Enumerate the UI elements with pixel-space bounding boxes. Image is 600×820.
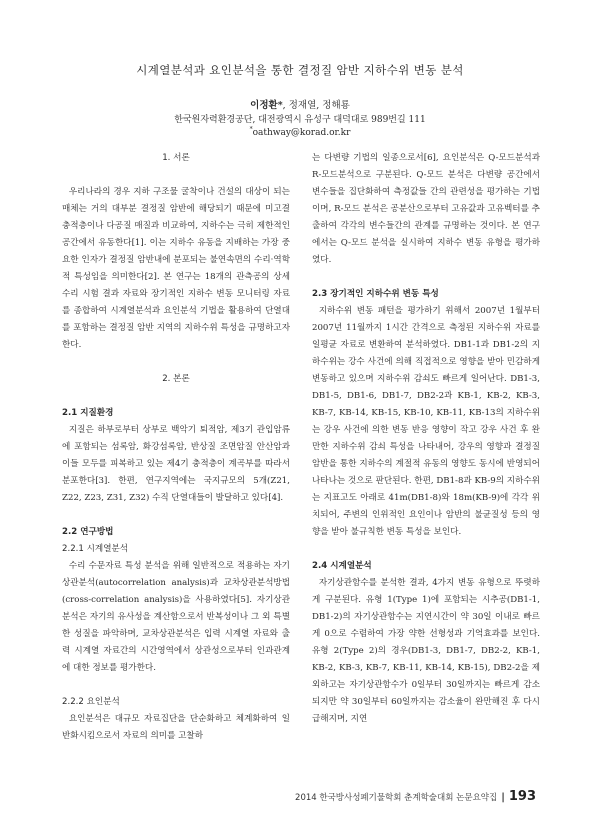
- subsubsection-heading-timeseries: 2.2.1 시계열분석: [62, 544, 129, 554]
- introduction-paragraph: 우리나라의 경우 지하 구조물 굴착이나 건설의 대상이 되는 매체는 거의 대부분 결정질 암반에 해당되기 때문에 미고결 충적층이나 다공질 매질과 비교하여, 지하수는 극히 제한적인 공간에서 유동한다[1]. 이는 지하수 유동을 지배하는 가장 중요한 인자가 결정질 암반내에 분포되는 불연속면의 수리·역학적 특성임을 의미한다[2]. 본 연구는 18개의 관측공의 상세 수리 시험 결과 자료와 장기적인 지하수 변동 모니터링 자료를 종합하여 시계열분석과 요인분석 기법을 활용하여 단열대를 포함하는 결정질 암반 지역의 지하수위 특성을 규명하고자 한다.: [62, 187, 290, 350]
- section-heading-body: 2. 본론: [162, 374, 190, 384]
- left-column: [62, 150, 290, 745]
- timeseries-method-paragraph: 수리 수문자료 특성 분석을 위해 일반적으로 적용하는 자기상관분석(autocorrelation analysis)과 교차상관분석방법(cross-correlation analysis)을 사용하였다[5]. 자기상관분석은 자기의 유사성을 계산함으로서 반복성이나 그 외 특별한 성질을 파악하며, 교차상관분석은 입력 시계열 자료와 출력 시계열 자료간의 시간영역에서 상관성으로부터 인과관계에 대한 정보를 평가한다.: [62, 561, 290, 673]
- lead-author: 이정환*: [250, 100, 283, 111]
- right-column: [312, 150, 540, 728]
- section-heading-introduction: 1. 서론: [162, 153, 190, 163]
- timeseries-analysis-paragraph: 자기상관함수를 분석한 결과, 4가지 변동 유형으로 뚜렷하게 구분된다. 유형 1(Type 1)에 포함되는 시추공(DB1-1, DB1-2)의 자기상관함수는 지연시간이 약 30일 이내로 빠르게 0으로 수렴하여 가장 약한 선형성과 기억효과를 보인다. 유형 2(Type 2)의 경우(DB1-3, DB1-7, DB2-2, KB-1, KB-2, KB-3, KB-7, KB-11, KB-14, KB-15), DB2-2을 제외하고는 자기상관함수가 0일부터 30일까지는 빠르게 감소되지만 약 30일부터 60일까지는 감소율이 완만해진 후 다시 급해지며, 지연: [312, 578, 540, 724]
- proceedings-name: 2014 한국방사성폐기물학회 춘계학술대회 논문요약집: [295, 793, 498, 803]
- water-level-paragraph: 지하수위 변동 패턴을 평가하기 위해서 2007년 1월부터 2007년 11월까지 1시간 간격으로 측정된 지하수위 자료를 일평균 자료로 변환하여 분석하였다. DB1-1과 DB1-2의 지하수위는 강수 사건에 의해 직접적으로 영향을 받아 민감하게 변동하고 있으며 지하수위 감쇠도 빠르게 일어난다. DB1-3, DB1-5, DB1-6, DB1-7, DB2-2과 KB-1, KB-2, KB-3, KB-7, KB-14, KB-15, KB-10, KB-11, KB-13의 지하수위는 강우 사건에 의한 변동 반응 영향이 작고 강우 사건 후 완만한 지하수위 감쇠 특성을 나타내어, 강우의 영향과 결정질 암반을 통한 지하수의 계절적 유동의 영향도 동시에 반영되어 나타나는 것으로 판단된다. 한편, DB1-8과 KB-9의 지하수위는 지표고도 아래로 41m(DB1-8)와 18m(KB-9)에 각각 위치되어, 주변의 인위적인 요인이나 암반의 불균질성 등의 영향을 받아 불규칙한 변동 특성을 보인다.: [312, 306, 540, 537]
- geology-paragraph: 지질은 하부로부터 상부로 백악기 퇴적암, 제3기 관입암류에 포함되는 섬록암, 화강섬록암, 반상질 조면암질 안산암과 이들 모두를 피복하고 있는 제4기 충적층이 계곡부를 따라서 분포한다[3]. 한편, 연구지역에는 국지규모의 5개(Z21, Z22, Z23, Z31, Z32) 수직 단열대들이 발달하고 있다[4].: [62, 425, 290, 503]
- author-line: [0, 97, 600, 111]
- footer-separator: |: [501, 792, 505, 803]
- paper-title: 시계열분석과 요인분석을 통한 결정질 암반 지하수위 변동 분석: [136, 63, 464, 77]
- subsubsection-heading-factor: 2.2.2 요인분석: [62, 697, 120, 707]
- affiliation: 한국원자력환경공단, 대전광역시 유성구 대덕대로 989번길 111: [174, 115, 426, 125]
- subsection-heading-timeseries-analysis: 2.4 시계열분석: [312, 561, 372, 571]
- subsection-heading-methods: 2.2 연구방법: [62, 527, 114, 537]
- page-number: 193: [508, 789, 536, 804]
- subsection-heading-water-level: 2.3 장기적인 지하수위 변동 특성: [312, 289, 439, 299]
- factor-method-continuation: 는 다변량 기법의 일종으로서[6], 요인분석은 Q-모드분석과 R-모드분석으로 구분된다. Q-모드 분석은 다변량 공간에서 변수들을 집단화하여 측정값들 간의 관련성을 평가하는 기법이며, R-모드 분석은 공분산으로부터 고유값과 고유벡터를 추출하여 각각의 변수들간의 관계를 규명하는 것이다. 본 연구에서는 Q-모드 분석을 실시하여 지하수 변동 유형을 평가하였다.: [312, 153, 540, 265]
- subsection-heading-geology: 2.1 지질환경: [62, 408, 114, 418]
- factor-method-paragraph: 요인분석은 대규모 자료집단을 단순화하고 체계화하여 일반화시킴으로서 자료의 의미를 고찰하: [62, 714, 290, 741]
- email-address: oathway@korad.or.kr: [252, 128, 351, 138]
- page-footer: [295, 789, 536, 804]
- co-authors: , 정재열, 정해룡: [282, 100, 350, 111]
- corresponding-mark: *: [249, 126, 253, 133]
- email-line: [0, 126, 600, 138]
